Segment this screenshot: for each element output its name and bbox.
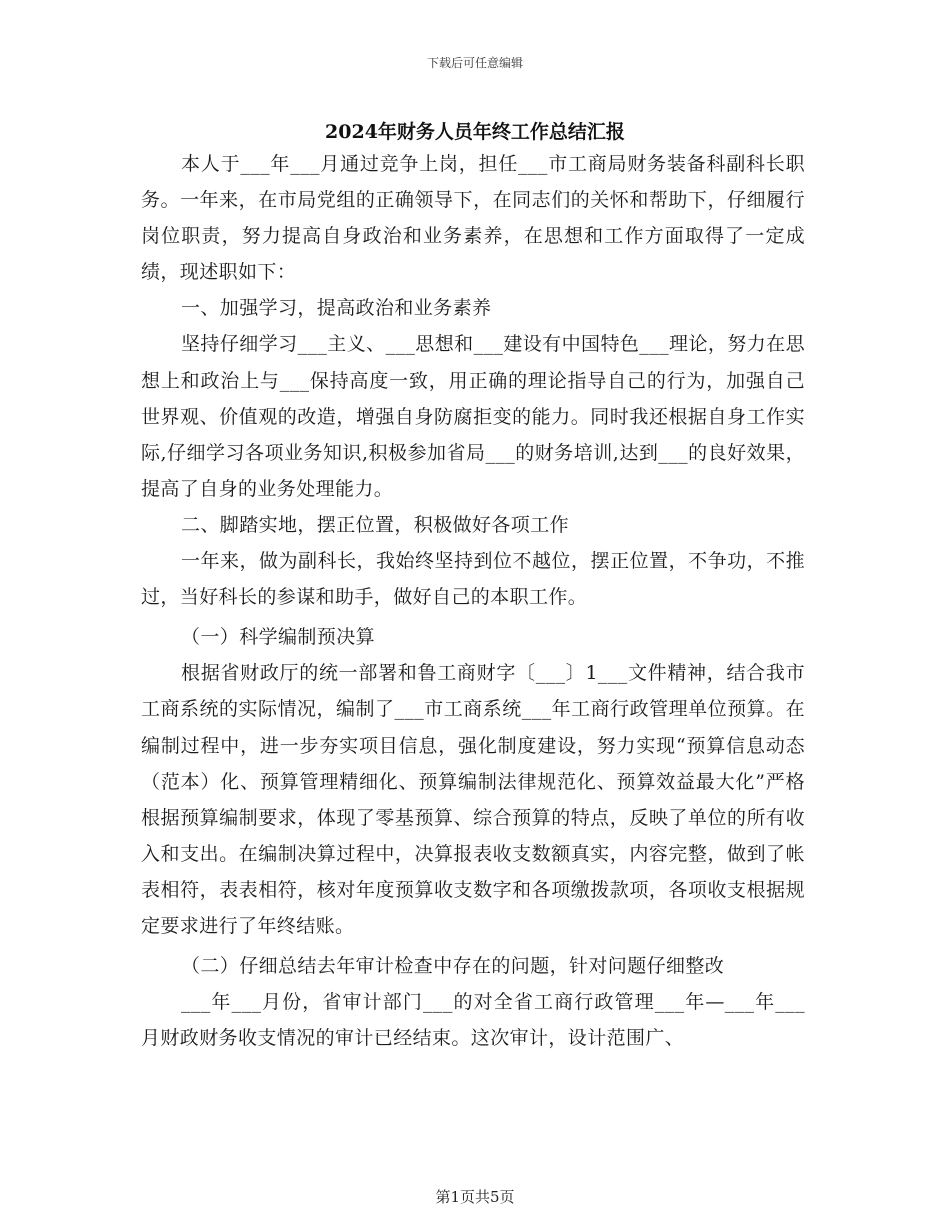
paragraph-audit: ___年___月份，省审计部门___的对全省工商行政管理___年—___年___月财政财务收支情况的审计已经结束。这次审计，设计范围广、 [141,991,805,1050]
paragraph-intro: 本人于___年___月通过竞争上岗，担任___市工商局财务装备科副科长职务。一年来，在市局党组的正确领导下，在同志们的关怀和帮助下，仔细履行岗位职责，努力提高自身政治和业务素养，在思想和工作方面取得了一定成绩，现述职如下： [141,153,805,284]
section-heading-2: 二、脚踏实地，摆正位置，积极做好各项工作 [181,513,570,536]
paragraph-study: 坚持仔细学习___主义、___思想和___建设有中国特色___理论，努力在思想上和政治上与___保持高度一致，用正确的理论指导自己的行为，加强自己世界观、价值观的改造，增强自身防腐拒变的能力。同时我还根据自身工作实际,仔细学习各项业务知识,积极参加省局___的财务培训,达到___的良好效果，提高了自身的业务处理能力。 [141,333,805,500]
subsection-heading-2: （二）仔细总结去年审计检查中存在的问题，针对问题仔细整改 [181,955,725,978]
subsection-heading-1: （一）科学编制预决算 [181,626,376,649]
paragraph-role: 一年来，做为副科长，我始终坚持到位不越位，摆正位置，不争功，不推过，当好科长的参谋和助手，做好自己的本职工作。 [141,550,805,609]
section-heading-1: 一、加强学习，提高政治和业务素养 [181,297,492,320]
document-body [141,146,805,1056]
header-note: 下载后可任意编辑 [426,56,523,70]
page-number: 第1页共5页 [435,1188,515,1206]
document-title: 2024年财务人员年终工作总结汇报 [325,121,625,143]
paragraph-budget: 根据省财政厅的统一部署和鲁工商财字〔___〕1___文件精神，结合我市工商系统的实际情况，编制了___市工商系统___年工商行政管理单位预算。在编制过程中，进一步夯实项目信息，强化制度建设，努力实现“预算信息动态（范本）化、预算管理精细化、预算编制法律规范化、预算效益最大化”严格根据预算编制要求，体现了零基预算、综合预算的特点，反映了单位的所有收入和支出。在编制决算过程中，决算报表收支数额真实，内容完整，做到了帐表相符，表表相符，核对年度预算收支数字和各项缴拨款项，各项收支根据规定要求进行了年终结账。 [141,662,805,937]
